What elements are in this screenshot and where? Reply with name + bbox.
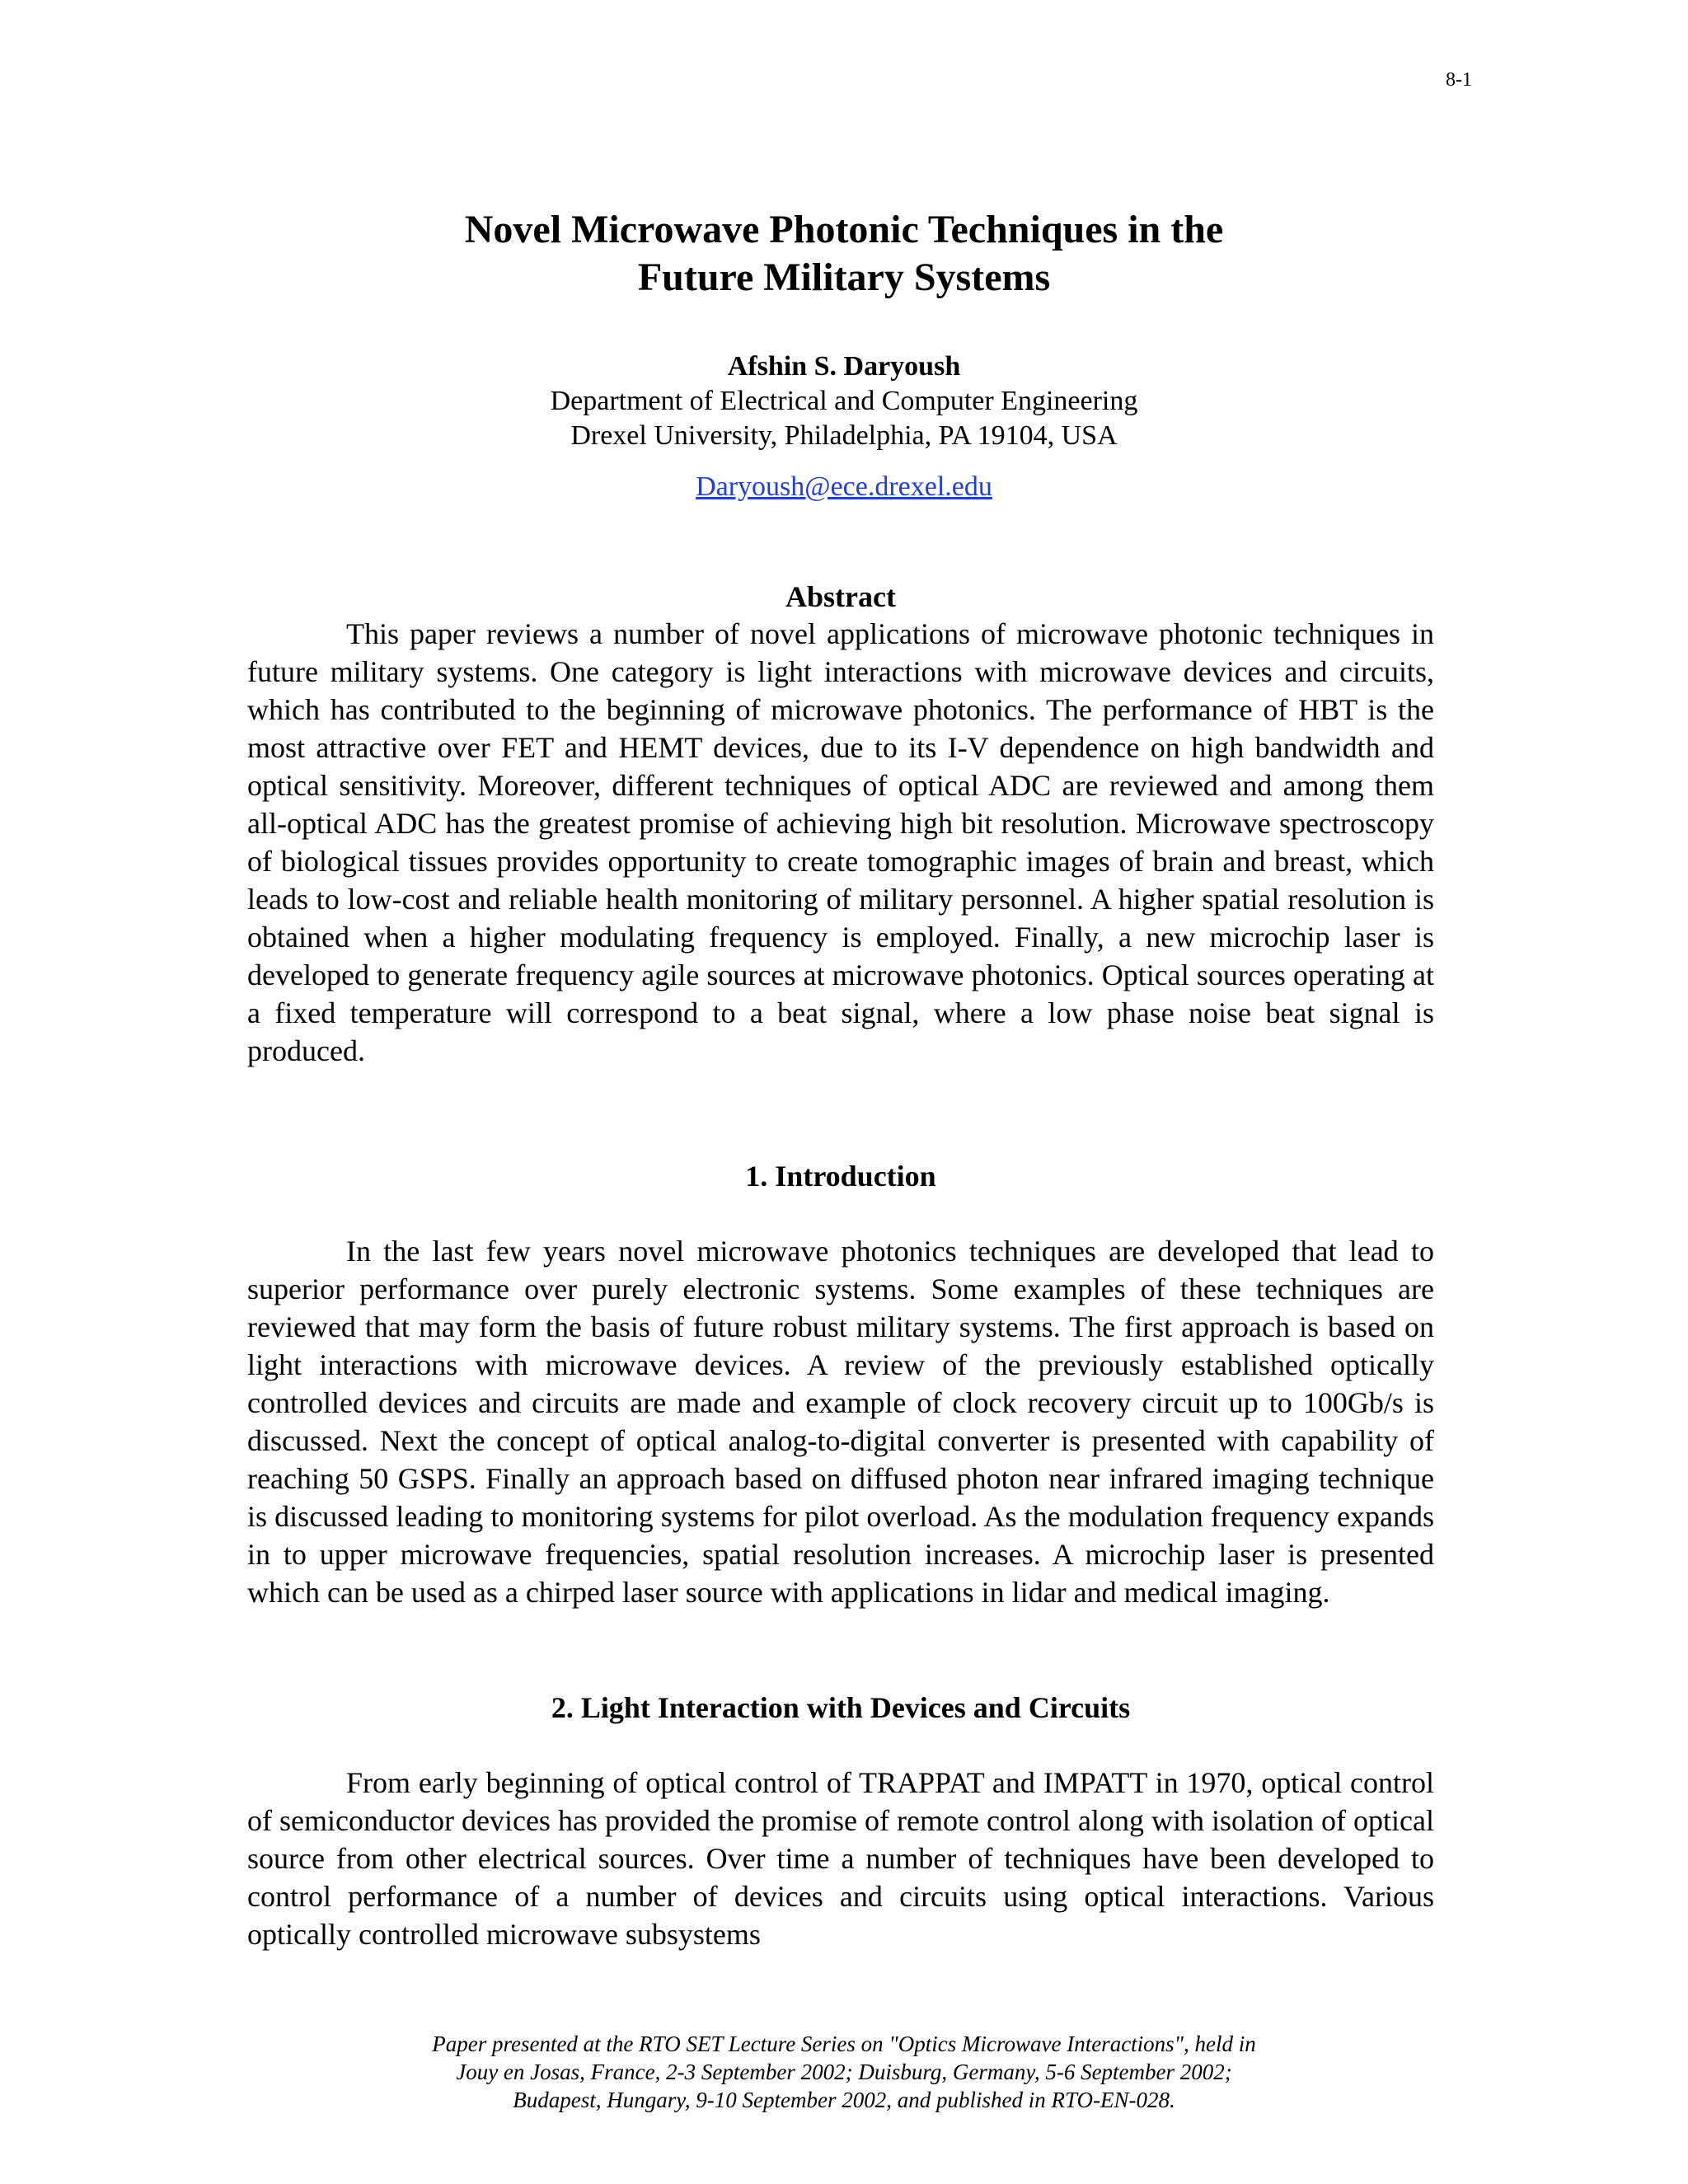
author-email-link[interactable]: Daryoush@ece.drexel.edu <box>696 471 992 502</box>
title-line-2: Future Military Systems <box>637 255 1051 299</box>
paper-title <box>0 206 1688 302</box>
title-line-1: Novel Microwave Photonic Techniques in the <box>464 208 1224 251</box>
author-name: Afshin S. Daryoush <box>727 351 961 382</box>
footer-line-1: Paper presented at the RTO SET Lecture Series on "Optics Microwave Interactions", held in <box>432 2032 1256 2056</box>
introduction-section <box>247 1158 1434 1611</box>
abstract-heading: Abstract <box>785 580 896 613</box>
footer-note <box>0 2030 1688 2114</box>
introduction-heading: 1. Introduction <box>745 1160 936 1193</box>
affiliation-line-1: Department of Electrical and Computer Engineering <box>550 386 1138 416</box>
author-block <box>0 349 1688 504</box>
affiliation-line-2: Drexel University, Philadelphia, PA 19104, USA <box>570 420 1118 451</box>
footer-line-3: Budapest, Hungary, 9-10 September 2002, and published in RTO-EN-028. <box>513 2088 1175 2112</box>
abstract-section <box>247 579 1434 1070</box>
light-interaction-section <box>247 1690 1434 1953</box>
light-interaction-heading: 2. Light Interaction with Devices and Circuits <box>551 1691 1131 1724</box>
light-interaction-text: From early beginning of optical control of TRAPPAT and IMPATT in 1970, optical control of semiconductor devices has provided the promise of remote control along with isolation of optical source from other electrical sources. Over time a number of techniques have been developed to control performance of a number of devices and circuits using optical interactions. Various optically controlled microwave subsystems <box>247 1766 1434 1951</box>
introduction-text: In the last few years novel microwave photonics techniques are developed that lead to superior performance over purely electronic systems. Some examples of these techniques are reviewed that may form the basis of future robust military systems. The first approach is based on light interactions with microwave devices. A review of the previously established optically controlled devices and circuits are made and example of clock recovery circuit up to 100Gb/s is discussed. Next the concept of optical analog-to-digital converter is presented with capability of reaching 50 GSPS. Finally an approach based on diffused photon near infrared imaging technique is discussed leading to monitoring systems for pilot overload. As the modulation frequency expands in to upper microwave frequencies, spatial resolution increases. A microchip laser is presented which can be used as a chirped laser source with applications in lidar and medical imaging. <box>247 1235 1434 1609</box>
abstract-text: This paper reviews a number of novel applications of microwave photonic techniques in future military systems. One category is light interactions with microwave devices and circuits, which has contributed to the beginning of microwave photonics. The performance of HBT is the most attractive over FET and HEMT devices, due to its I-V dependence on high bandwidth and optical sensitivity. Moreover, different techniques of optical ADC are reviewed and among them all-optical ADC has the greatest promise of achieving high bit resolution. Microwave spectroscopy of biological tissues provides opportunity to create tomographic images of brain and breast, which leads to low-cost and reliable health monitoring of military personnel. A higher spatial resolution is obtained when a higher modulating frequency is employed. Finally, a new microchip laser is developed to generate frequency agile sources at microwave photonics. Optical sources operating at a fixed temperature will correspond to a beat signal, where a low phase noise beat signal is produced. <box>247 617 1434 1067</box>
footer-line-2: Jouy en Josas, France, 2-3 September 2002; Duisburg, Germany, 5-6 September 2002; <box>456 2060 1232 2084</box>
page-number: 8-1 <box>1446 69 1472 91</box>
